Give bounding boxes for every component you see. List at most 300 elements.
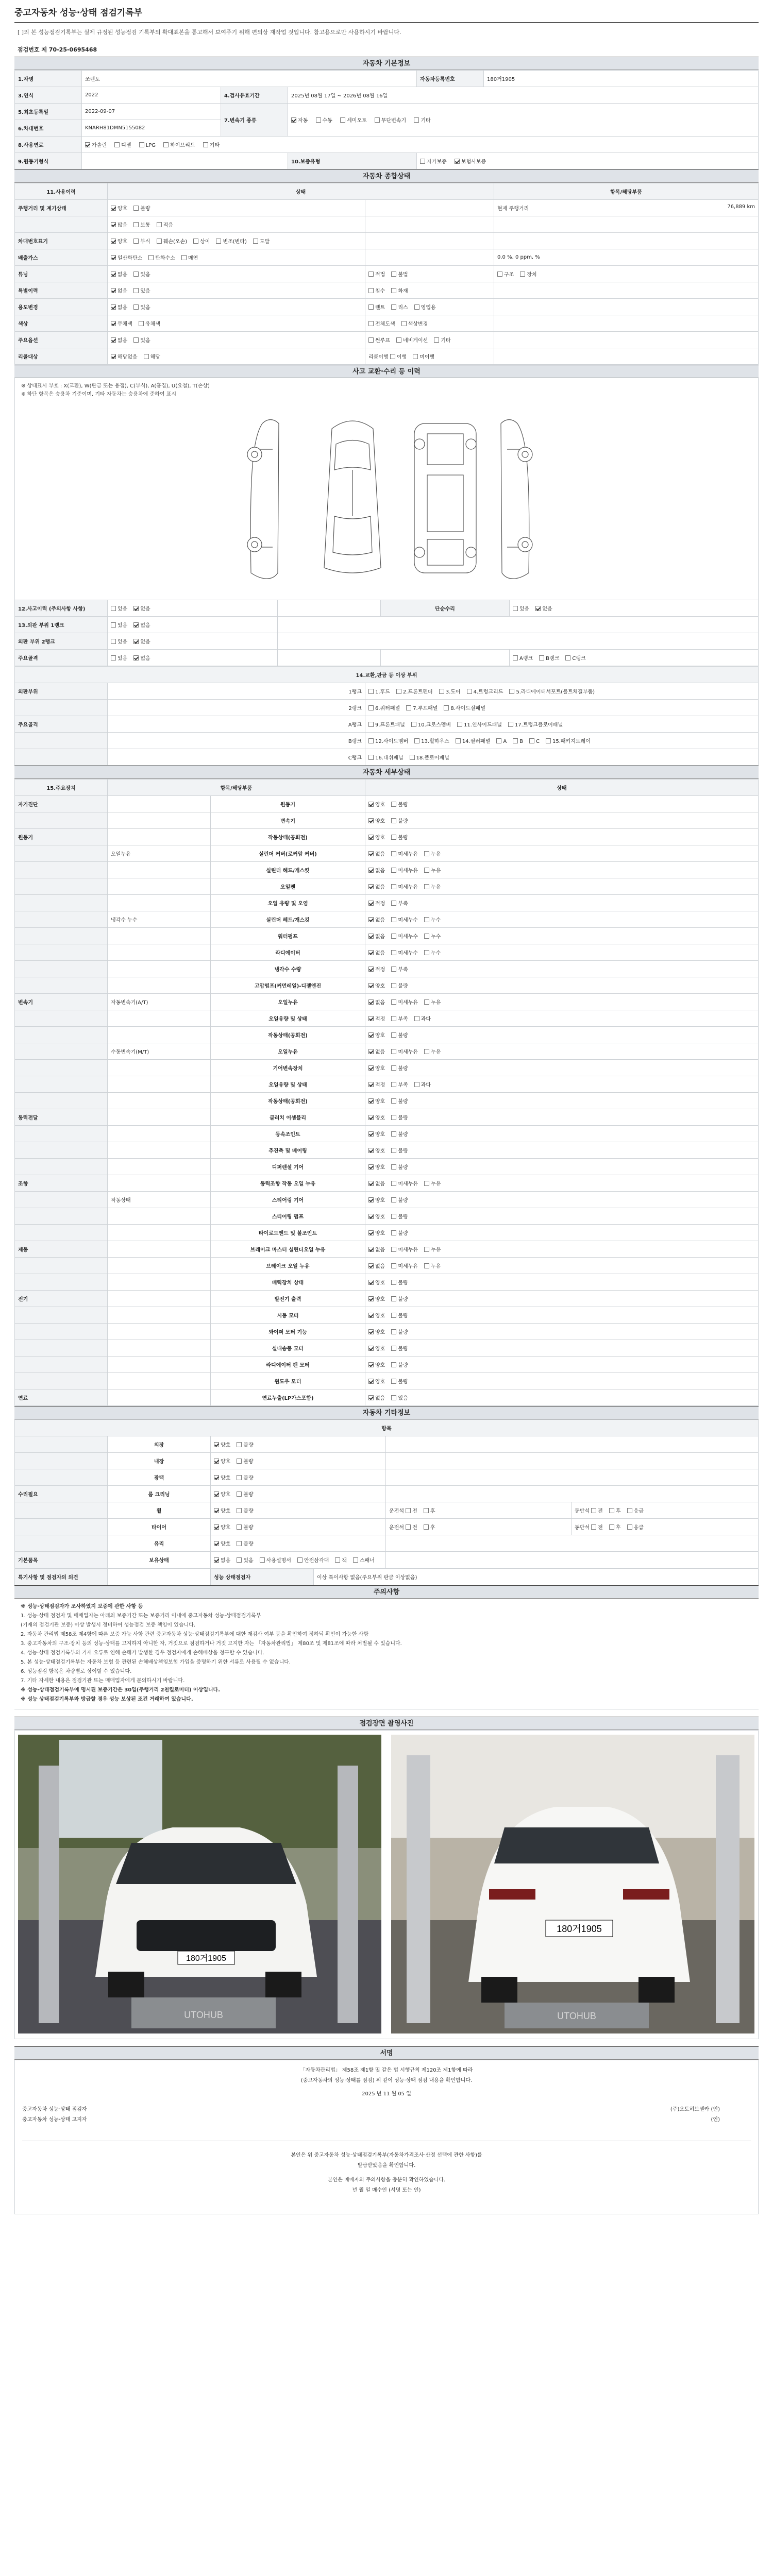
panel-rank: B랭크 [108,733,365,749]
checkbox [391,1197,396,1202]
section-accident: 사고 교환·수리 등 이력 [14,365,759,378]
detail-item: 등속조인트 [211,1126,365,1142]
opt-label: 17.트렁크플로어패널 [514,722,563,728]
checkbox [368,1164,374,1170]
first-reg-label: 5.최초등록일 [15,104,82,120]
sign-line-2: (중고자동차의 성능·상태를 점검) 위 같이 성능·상태 점검 내용을 확인합니다. [300,2078,473,2083]
opt-label: 불량 [398,1214,408,1220]
cert-value: 70-25-0695468 [48,46,97,53]
general-row [15,249,759,266]
detail-row [15,1241,759,1258]
detail-group [15,1208,108,1225]
checkbox [216,239,221,244]
detail-item: 실린더 커버(로커암 커버) [211,845,365,862]
first-reg-date: 2022-09-07 [82,104,221,120]
detail-options [365,1076,759,1093]
cert-label: 점검번호 제 [18,46,47,53]
detail-sub [108,977,211,994]
checkbox [111,222,116,227]
checkbox [368,1131,374,1137]
opt-label: 미세누수 [398,934,418,940]
note-line: 4. 성능·상태 점검기록부의 기재 오류로 인해 손해가 발생한 경우 점검자에게 손해배상을 청구할 수 있습니다. [21,1650,264,1656]
opt-label: 미세누수 [398,951,418,956]
detail-row [15,1159,759,1175]
accident-row-options [108,650,278,666]
checkbox [368,1247,374,1252]
general-row-sub [365,200,494,216]
opt-label: 불량 [243,1509,254,1514]
opt-label: 부족 [398,901,408,907]
opt-label: 구조 [504,272,514,278]
general-row-note: 0.0 %, 0 ppm, % [497,255,540,260]
other-options [211,1436,386,1453]
other-options [211,1502,386,1519]
panel-row [15,683,759,700]
photo-front [18,1735,381,2033]
general-row-options [108,200,365,216]
checkbox [237,1508,242,1513]
opt-label: 미이행 [419,354,435,360]
checkbox [133,655,139,660]
checkbox [368,1065,374,1071]
opt-label: 전 [412,1525,417,1531]
opt-label: 부족 [398,1082,408,1088]
checkbox [237,1475,242,1480]
opt-label: 불량 [398,1198,408,1204]
extra2-label: 동반석 [575,1525,590,1531]
detail-sub [108,944,211,961]
opt-label: 매연 [188,256,198,261]
opt-label: 양호 [221,1509,231,1514]
detail-sub [108,1175,211,1192]
detail-item: 오일팬 [211,878,365,895]
detail-sub [108,1258,211,1274]
checkbox [406,1508,411,1513]
vin-label: 6.차대번호 [15,120,82,137]
detail-group [15,1043,108,1060]
other-options [211,1519,386,1535]
general-row-note-cell [494,332,759,348]
opt-label: 훼손(오손) [163,239,188,245]
other-extra [386,1519,572,1535]
opt-label: 양호 [375,1165,385,1171]
detail-options [365,1357,759,1373]
checkbox [391,1379,396,1384]
opt-label: 누유 [430,852,441,857]
checkbox [391,1346,396,1351]
detail-options [365,1324,759,1340]
checkbox [391,1082,396,1087]
checkbox [368,1395,374,1400]
opt-label: A랭크 [519,656,533,662]
opt-label: 없음 [140,656,150,662]
detail-options [365,1291,759,1307]
checkbox [406,1524,411,1530]
detail-sub [108,812,211,829]
opt-label: 후 [615,1525,621,1531]
detail-options [365,1093,759,1109]
detail-item: 작동상태(공회전) [211,1027,365,1043]
detail-item: 시동 모터 [211,1307,365,1324]
checkbox [513,738,518,743]
opt-label: 불량 [398,1363,408,1368]
general-table [14,183,759,365]
opt-label: 양호 [375,1313,385,1319]
checkbox [424,1508,429,1513]
opt-label: 미세누유 [398,868,418,874]
opt-label: 5.라디에이터서포트(볼트체결부품) [516,689,595,695]
checkbox [368,917,374,922]
detail-row [15,812,759,829]
buyer-block [22,2141,751,2196]
opt-label: 양호 [375,1115,385,1121]
buyer-line-1: 본인은 위 중고자동차 성능·상태점검기록부(자동차가격조사·산정 선택에 관한 사항)를 [291,2153,482,2158]
detail-group [15,1010,108,1027]
opinion-text: 이상 특이사항 없음(주요부위 판금 이상없음) [314,1569,759,1585]
checkbox [316,117,321,123]
note-line: 2. 자동차 관리법 제58조 제4항에 따른 보증 가능 사항 관련 중고자동차 성능·상태점검기록부에 대한 재검사 여부 등을 확인하여 정하되 확인이 가능한 사항 [21,1632,368,1637]
general-row [15,200,759,216]
opt-label: 미세누유 [398,885,418,890]
other-empty [386,1552,759,1568]
checkbox [424,917,429,922]
detail-item: 브레이크 오일 누유 [211,1258,365,1274]
checkbox [391,1032,396,1038]
detail-options [365,928,759,944]
opt-label: 기타 [209,143,220,148]
detail-sub [108,878,211,895]
extra2-label: 동반석 [575,1509,590,1514]
detail-group [15,1093,108,1109]
opt-label: 없음 [375,1396,385,1401]
general-row [15,348,759,365]
opt-label: 8.사이드실패널 [450,706,485,711]
opinion-sub: 성능 상태점검자 [211,1569,314,1585]
other-row [15,1469,759,1486]
panel-row [15,749,759,766]
opt-label: 양호 [375,819,385,824]
checkbox [391,1247,396,1252]
opt-label: 불량 [398,1148,408,1154]
section-other: 자동차 기타정보 [14,1406,759,1419]
general-row-options [108,266,365,282]
section-detail: 자동차 세부상태 [14,766,759,779]
trans-options [288,104,759,137]
detail-row [15,862,759,878]
detail-group [15,1307,108,1324]
other-item: 휠 [108,1502,211,1519]
other-empty [386,1436,759,1453]
name-label: 1.차명 [15,71,82,87]
inspector-name: (주)오토허브셀카 (인) [670,2107,720,2112]
detail-sub: 자동변속기(A/T) [108,994,211,1010]
opt-label: 양호 [375,1280,385,1286]
checkbox [391,1362,396,1367]
detail-row [15,1291,759,1307]
checkbox [368,1362,374,1367]
panel-row [15,733,759,749]
detail-group [15,1274,108,1291]
detail-group: 변속기 [15,994,108,1010]
panel-group: 외판부위 [15,683,108,700]
note-line: ※ 성능·상태점검기록부에 명시된 보증기간은 30일(주행거리 2천킬로미터) 이상입니다. [21,1687,221,1693]
detail-sub [108,895,211,911]
checkbox [214,1442,219,1447]
detail-options [365,977,759,994]
checkbox [133,304,139,310]
general-row-options [108,233,365,249]
checkbox [133,222,139,227]
checkbox [237,1442,242,1447]
opt-label: 적정 [375,1082,385,1088]
detail-options [365,911,759,928]
checkbox [424,950,429,955]
detail-options [365,1027,759,1043]
opt-label: 안전삼각대 [304,1558,329,1564]
general-row-label: 용도변경 [15,299,108,315]
detail-row [15,1208,759,1225]
opt-label: 미세누유 [398,852,418,857]
checkbox [368,1032,374,1038]
checkbox [368,1296,374,1301]
detail-sub [108,1340,211,1357]
opt-label: B랭크 [546,656,560,662]
detail-item: 원동기 [211,796,365,812]
panel-title: 14.교환,판금 등 이상 부위 [15,667,759,683]
checkbox [237,1459,242,1464]
detail-group [15,1225,108,1241]
checkbox [368,1263,374,1268]
opt-label: 많음 [117,223,128,228]
general-row-sub [365,315,494,332]
other-extra2 [572,1502,759,1519]
general-row [15,233,759,249]
checkbox [391,1296,396,1301]
general-row-note-cell [494,315,759,332]
opt-label: 도말 [259,239,270,245]
detail-sub [108,862,211,878]
checkbox [513,606,518,611]
detail-options [365,862,759,878]
detail-item: 스티어링 펌프 [211,1208,365,1225]
general-row-sub [365,216,494,233]
checkbox [368,1197,374,1202]
checkbox [133,206,139,211]
detail-item: 발전기 출력 [211,1291,365,1307]
general-row-label: 배출가스 [15,249,108,266]
opt-label: 4.트렁크리드 [473,689,503,695]
checkbox [214,1541,219,1546]
opt-label: 누유 [430,1049,441,1055]
checkbox [391,835,396,840]
detail-sub [108,1126,211,1142]
detail-sub [108,1159,211,1175]
detail-group: 자기진단 [15,796,108,812]
other-group: 기본품목 [15,1552,108,1568]
detail-item: 실린더 헤드/개스킷 [211,911,365,928]
checkbox [391,868,396,873]
opt-label: 무채색 [117,321,132,327]
general-row [15,216,759,233]
other-group [15,1469,108,1486]
note-line: ※ 성능 상태점검기록부와 방급할 경우 성능 보상된 조건 거래하여 있습니다. [21,1697,193,1702]
checkbox [111,337,116,343]
other-empty [386,1535,759,1552]
opt-label: 해당 [150,354,160,360]
detail-options [365,1142,759,1159]
detail-options [365,829,759,845]
cert-number [14,41,759,57]
accident-r-options [510,600,759,617]
checkbox [391,1049,396,1054]
checkbox [391,999,396,1005]
photo-rear [391,1735,754,2033]
opt-label: 가솔린 [92,143,107,148]
opt-label: 상이 [200,239,210,245]
opt-label: 후 [430,1525,435,1531]
opt-label: 적음 [163,223,173,228]
checkbox [414,1082,419,1087]
checkbox [203,142,208,147]
panel-row [15,716,759,733]
general-row [15,315,759,332]
checkbox [609,1524,614,1530]
panel-group [15,749,108,766]
checkbox [368,304,374,310]
general-row-value: 76,889 km [727,204,755,210]
opt-label: 없음 [140,623,150,629]
checkbox [414,738,419,743]
checkbox [368,288,374,293]
opt-label: 미세누수 [398,918,418,923]
accident-row-options [108,633,278,650]
period-label: 4.검사유효기간 [221,87,288,104]
damage-diagram [14,378,759,600]
other-row [15,1519,759,1535]
detail-row [15,1225,759,1241]
sign-area [14,2060,759,2214]
accident-spacer [381,650,510,666]
general-row-options [108,299,365,315]
opt-label: 누유 [430,868,441,874]
detail-group [15,1324,108,1340]
opt-label: 없음 [375,852,385,857]
checkbox [193,239,198,244]
opt-label: 불량 [243,1492,254,1498]
checkbox [424,999,429,1005]
detail-sub [108,1307,211,1324]
general-row-note: 현재 주행거리 [497,206,529,212]
opt-label: 누수 [430,918,441,923]
detail-row [15,1175,759,1192]
checkbox [413,354,418,359]
detail-group [15,1142,108,1159]
checkbox [368,1313,374,1318]
checkbox [535,606,541,611]
detail-row [15,1142,759,1159]
opt-label: 해당없음 [117,354,138,360]
checkbox [424,934,429,939]
checkbox [253,239,258,244]
other-item: 내장 [108,1453,211,1469]
detail-sub [108,1389,211,1406]
panel-items [365,716,759,733]
checkbox [391,967,396,972]
opt-label: 없음 [117,305,128,311]
checkbox [181,255,187,260]
opt-label: 불량 [243,1541,254,1547]
general-row-sub [365,332,494,348]
checkbox [335,1557,340,1563]
accident-row [15,600,759,617]
general-row-options [108,332,365,348]
opt-label: 색상변경 [408,321,428,327]
checkbox [401,321,407,326]
detail-row [15,895,759,911]
checkbox [111,239,116,244]
general-row [15,332,759,348]
other-empty [386,1469,759,1486]
inspection-sheet [14,0,759,2214]
detail-row [15,1060,759,1076]
opt-label: 있음 [519,606,530,612]
checkbox [111,622,116,628]
opt-label: 없음 [375,1000,385,1006]
checkbox [85,142,90,147]
detail-item: 작동상태(공회전) [211,1093,365,1109]
detail-sub [108,1093,211,1109]
opt-label: 양호 [375,1033,385,1039]
opt-label: 과다 [421,1082,431,1088]
general-row-note-cell [494,299,759,315]
opt-label: 스패너 [359,1558,375,1564]
checkbox [391,901,396,906]
checkbox [520,272,525,277]
checkbox [457,722,462,727]
detail-options [365,1126,759,1142]
opt-label: 없음 [375,868,385,874]
checkbox [133,639,139,644]
opt-label: 양호 [375,1148,385,1154]
detail-row [15,1307,759,1324]
detail-group [15,1357,108,1373]
detail-item: 와이퍼 모터 기능 [211,1324,365,1340]
checkbox [111,655,116,660]
opt-label: C랭크 [572,656,586,662]
checkbox [133,337,139,343]
checkbox [368,1115,374,1120]
opt-label: 적정 [375,901,385,907]
detail-options [365,1043,759,1060]
checkbox [414,117,419,123]
checkbox [529,738,534,743]
checkbox [260,1557,265,1563]
opt-label: 유채색 [145,321,160,327]
vin-value: KNARH81DMN5155082 [82,120,221,137]
checkbox [340,117,345,123]
checkbox [368,1379,374,1384]
opt-label: 기타 [441,338,451,344]
checkbox [513,655,518,660]
checkbox [411,722,416,727]
checkbox [114,142,120,147]
checkbox [391,1280,396,1285]
detail-row [15,928,759,944]
opt-label: 있음 [398,1396,408,1401]
document-title: 중고자동차 성능·상태 점검기록부 [14,0,759,23]
opt-label: 불량 [398,984,408,989]
checkbox [509,689,514,694]
